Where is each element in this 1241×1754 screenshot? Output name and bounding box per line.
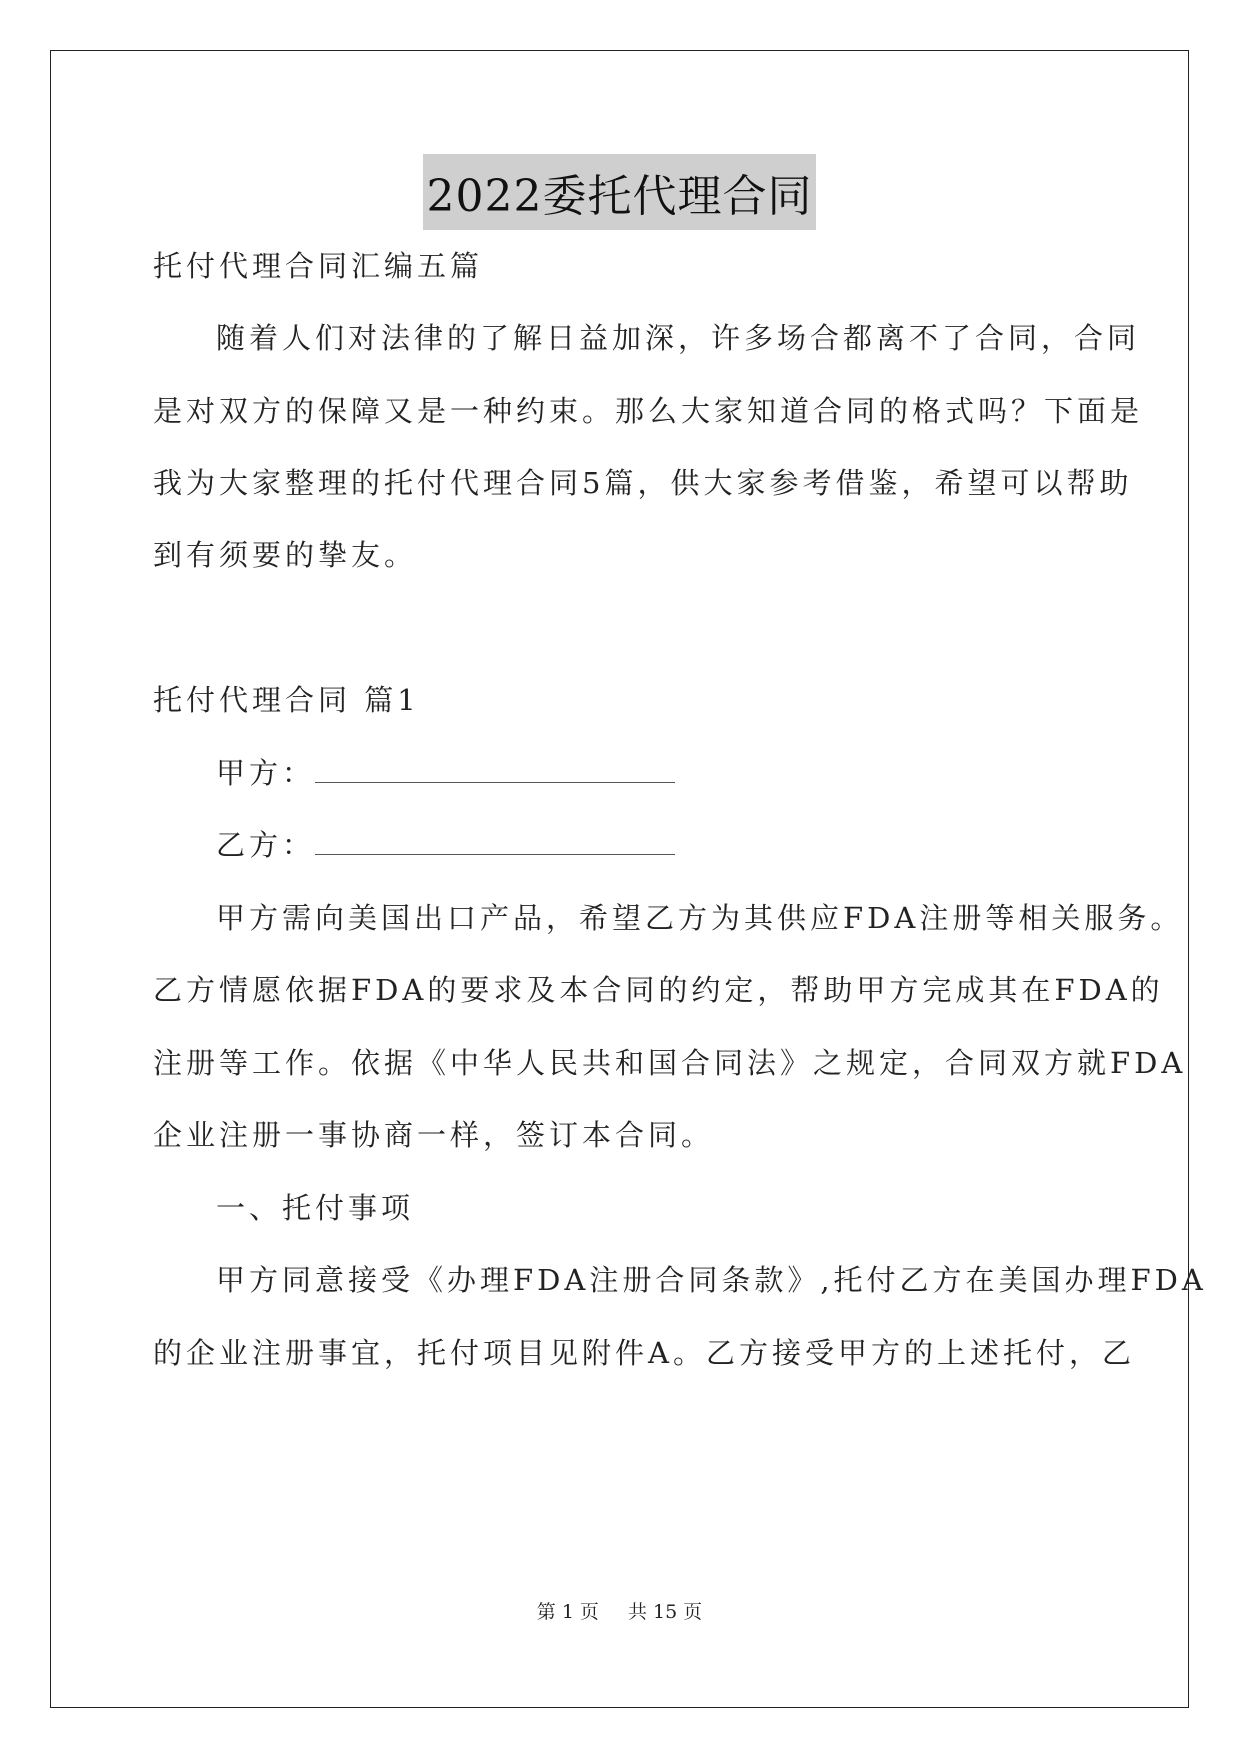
document-subtitle: 托付代理合同汇编五篇 bbox=[153, 249, 484, 283]
body1-line-3: 注册等工作。依据《中华人民共和国合同法》之规定，合同双方就FDA bbox=[153, 1046, 1187, 1080]
body1-line-1: 甲方需向美国出口产品，希望乙方为其供应FDA注册等相关服务。 bbox=[216, 901, 1184, 935]
body2-line-1: 甲方同意接受《办理FDA注册合同条款》,托付乙方在美国办理FDA bbox=[216, 1263, 1207, 1297]
party-a-label: 甲方： bbox=[216, 756, 316, 790]
page-footer bbox=[51, 1597, 1188, 1624]
footer-page: 第 1 页 bbox=[536, 1601, 599, 1623]
party-b-line bbox=[216, 823, 1156, 864]
party-b-label: 乙方： bbox=[216, 828, 316, 862]
document-page bbox=[50, 50, 1207, 1708]
intro-line-4: 到有须要的挚友。 bbox=[153, 538, 418, 572]
party-b-blank bbox=[315, 832, 675, 855]
body2-line-2: 的企业注册事宜，托付项目见附件A。乙方接受甲方的上述托付，乙 bbox=[153, 1336, 1135, 1370]
clause-heading: 一、托付事项 bbox=[216, 1191, 415, 1225]
footer-total: 共 15 页 bbox=[627, 1601, 703, 1623]
body1-line-4: 企业注册一事协商一样，签订本合同。 bbox=[153, 1118, 715, 1152]
intro-line-3: 我为大家整理的托付代理合同5篇，供大家参考借鉴，希望可以帮助 bbox=[153, 466, 1133, 500]
title-wrap bbox=[51, 154, 1188, 230]
intro-line-1: 随着人们对法律的了解日益加深，许多场合都离不了合同，合同 bbox=[216, 321, 1141, 355]
party-a-line bbox=[216, 751, 1156, 792]
intro-line-2: 是对双方的保障又是一种约束。那么大家知道合同的格式吗？下面是 bbox=[153, 394, 1144, 428]
section-heading: 托付代理合同 篇1 bbox=[153, 683, 420, 717]
party-a-blank bbox=[315, 760, 675, 783]
body1-line-2: 乙方情愿依据FDA的要求及本合同的约定，帮助甲方完成其在FDA的 bbox=[153, 973, 1164, 1007]
document-title: 2022委托代理合同 bbox=[423, 154, 817, 230]
